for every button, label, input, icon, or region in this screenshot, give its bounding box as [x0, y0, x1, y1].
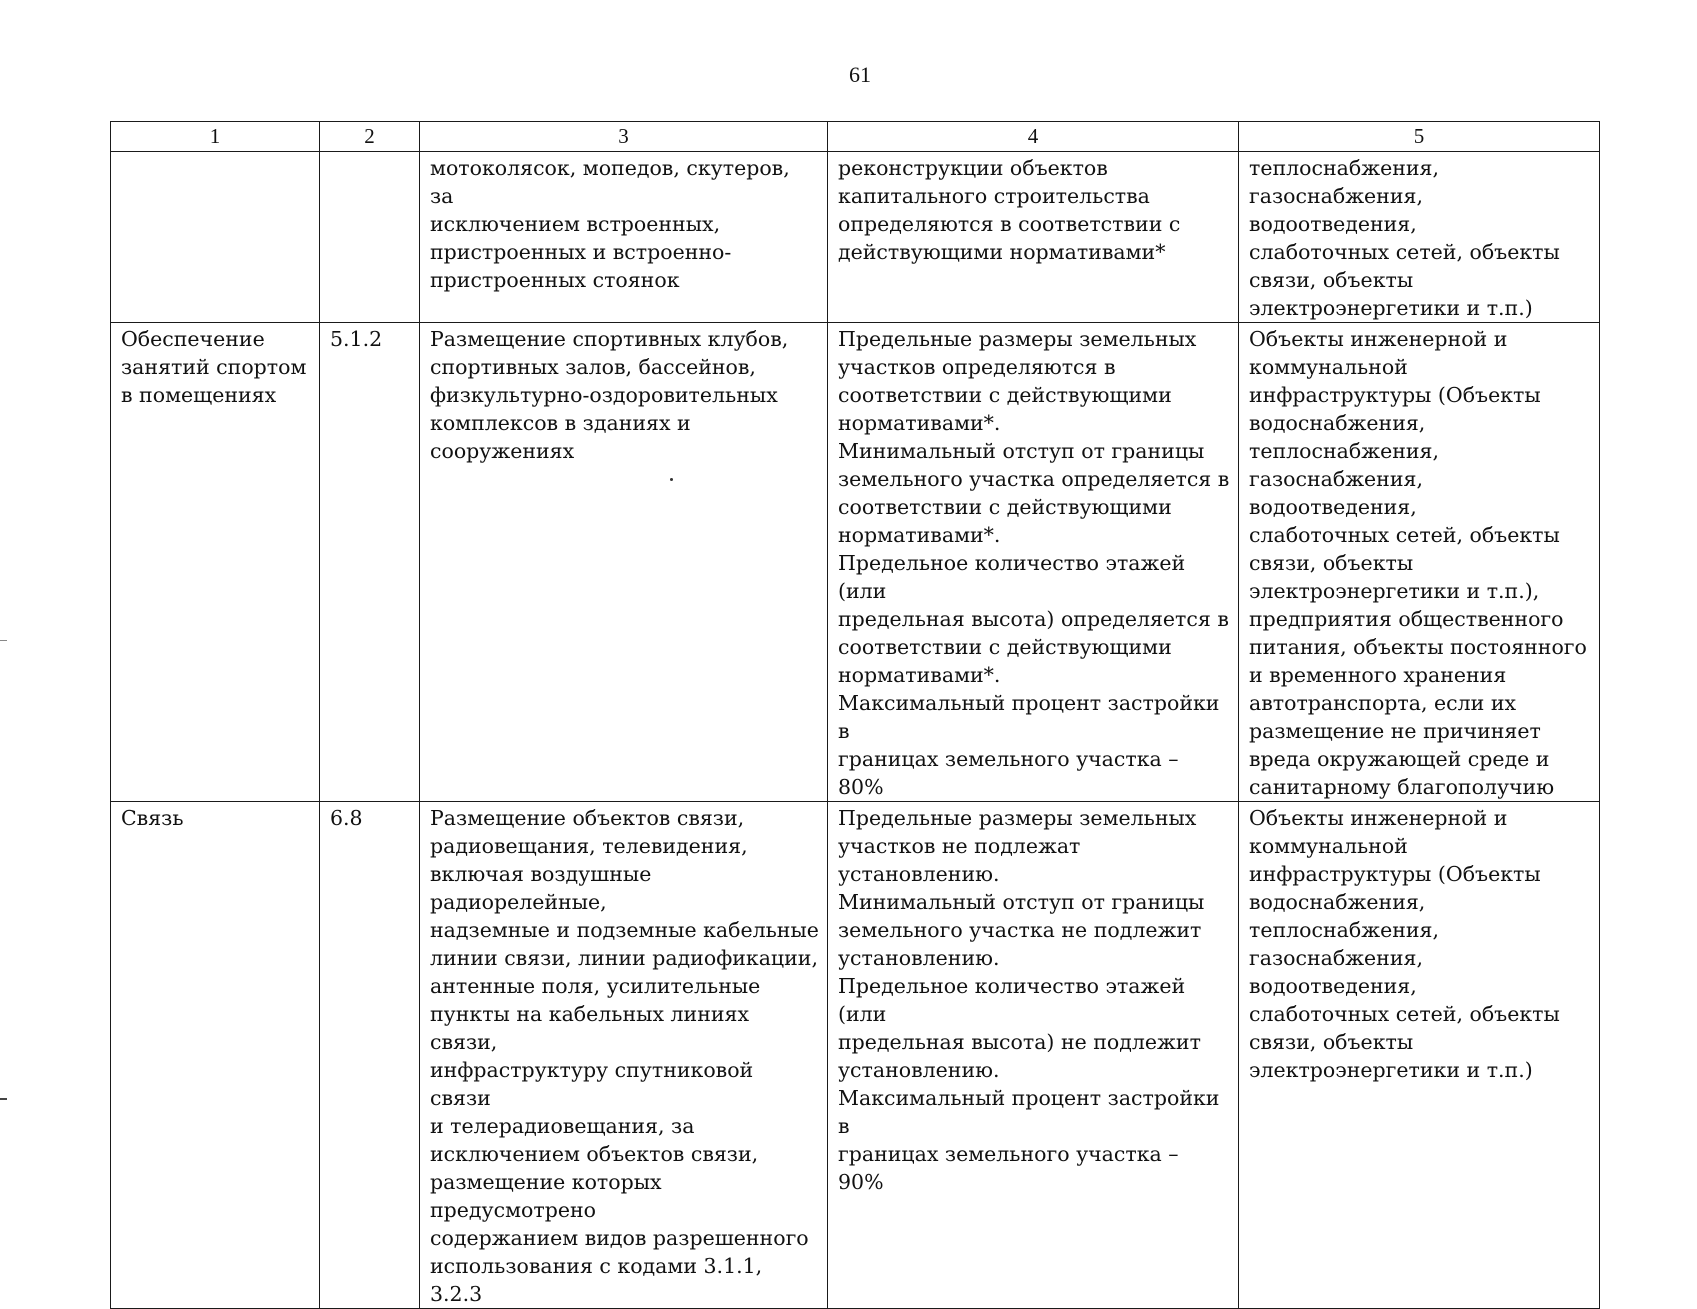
parameters-cell: реконструкции объектов капитального строительства определяются в соответствии с действующими нормативами* [828, 152, 1239, 323]
auxiliary-uses-cell: Объекты инженерной и коммунальной инфраструктуры (Объекты водоснабжения, теплоснабжения, газоснабжения, водоотведения, слаботочных сетей, объекты связи, объекты электроэнергетики и т.п.), предприятия общественного питания, объекты постоянного и временного хранения автотранспорта, если их размещение не причиняет вреда окружающей среде и санитарному благополучию [1239, 323, 1600, 802]
parameters-cell: Предельные размеры земельных участков не подлежат установлению. Минимальный отступ от границы земельного участка не подлежит установлению. Предельное количество этажей (или предельная высота) не подлежит установлению. Максимальный процент застройки в границах земельного участка – 90% [828, 802, 1239, 1309]
table-row [111, 323, 1600, 802]
column-header-2: 2 [320, 122, 420, 152]
land-use-table [110, 121, 1600, 1309]
use-name-cell: Обеспечение занятий спортом в помещениях [111, 323, 320, 802]
column-header-5: 5 [1239, 122, 1600, 152]
use-description-cell: мотоколясок, мопедов, скутеров, за исключением встроенных, пристроенных и встроенно- пристроенных стоянок [420, 152, 828, 323]
column-header-4: 4 [828, 122, 1239, 152]
auxiliary-uses-cell: Объекты инженерной и коммунальной инфраструктуры (Объекты водоснабжения, теплоснабжения, газоснабжения, водоотведения, слаботочных сетей, объекты связи, объекты электроэнергетики и т.п.) [1239, 802, 1600, 1309]
table-row [111, 152, 1600, 323]
page-number: 61 [849, 62, 871, 87]
scan-edge-mark [0, 1098, 7, 1100]
parameters-cell: Предельные размеры земельных участков определяются в соответствии с действующими нормативами*. Минимальный отступ от границы земельного участка определяется в соответствии с действующими нормативами*. Предельное количество этажей (или предельная высота) определяется в соответствии с действующими нормативами*. Максимальный процент застройки в границах земельного участка – 80% [828, 323, 1239, 802]
use-code-cell [320, 152, 420, 323]
use-code-cell: 5.1.2 [320, 323, 420, 802]
scan-speck [670, 478, 673, 481]
use-description-cell: Размещение спортивных клубов, спортивных залов, бассейнов, физкультурно-оздоровительных комплексов в зданиях и сооружениях [420, 323, 828, 802]
column-header-1: 1 [111, 122, 320, 152]
auxiliary-uses-cell: теплоснабжения, газоснабжения, водоотведения, слаботочных сетей, объекты связи, объекты электроэнергетики и т.п.) [1239, 152, 1600, 323]
use-code-cell: 6.8 [320, 802, 420, 1309]
use-name-cell [111, 152, 320, 323]
table-row [111, 802, 1600, 1309]
use-description-cell: Размещение объектов связи, радиовещания, телевидения, включая воздушные радиорелейные, надземные и подземные кабельные линии связи, линии радиофикации, антенные поля, усилительные пункты на кабельных линиях связи, инфраструктуру спутниковой связи и телерадиовещания, за исключением объектов связи, размещение которых предусмотрено содержанием видов разрешенного использования с кодами 3.1.1, 3.2.3 [420, 802, 828, 1309]
table-header-row [111, 122, 1600, 152]
column-header-3: 3 [420, 122, 828, 152]
use-name-cell: Связь [111, 802, 320, 1309]
scan-edge-mark [0, 640, 7, 641]
